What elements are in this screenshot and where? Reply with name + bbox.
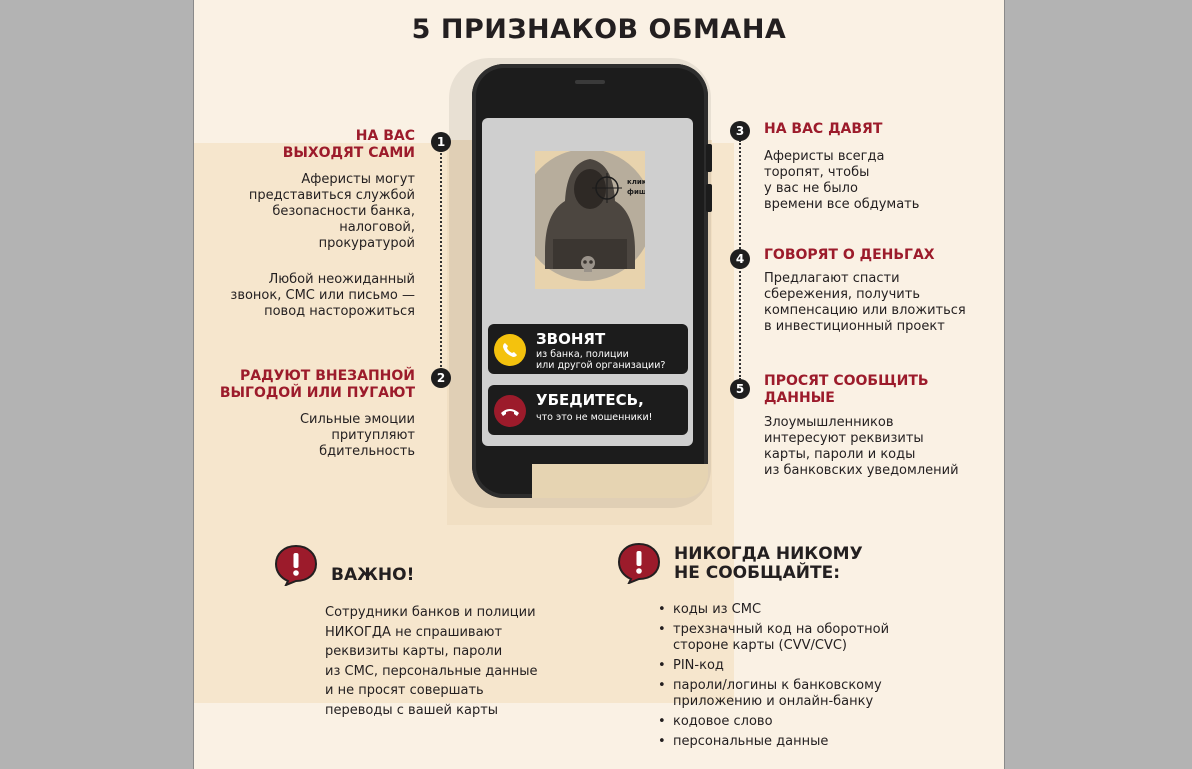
never-share-list: [657, 602, 889, 754]
phone-bottom: [532, 464, 708, 498]
sign-number-4: 4: [730, 249, 750, 269]
sign-1-heading: НА ВАС ВЫХОДЯТ САМИ: [282, 128, 415, 161]
sign-1-body: Аферисты могут представиться службой безопасности банка, налоговой, прокуратурой: [248, 172, 415, 251]
important-body: Сотрудники банков и полиции НИКОГДА не спрашивают реквизиты карты, пароли из СМС, персональные данные и не просят совершать переводы с вашей карты: [325, 605, 538, 718]
warning-icon: [617, 542, 661, 584]
svg-text:фиш: фиш: [627, 188, 645, 196]
sign-number-3: 3: [730, 121, 750, 141]
sign-number-2: 2: [431, 368, 451, 388]
sign-number-5: 5: [730, 379, 750, 399]
phone-illustration: [472, 64, 708, 498]
sign-4-heading: ГОВОРЯТ О ДЕНЬГАХ: [764, 247, 935, 263]
list-item: • пароли/логины к банковскому приложению и онлайн-банку: [657, 678, 889, 710]
sign-3-body: Аферисты всегда торопят, чтобы у вас не было времени все обдумать: [764, 149, 920, 212]
call-decline-bar[interactable]: [488, 385, 688, 435]
phone-side-button: [706, 184, 712, 212]
timeline-left: [440, 153, 442, 375]
sign-1-body-note: Любой неожиданный звонок, СМС или письмо — повод насторожиться: [230, 272, 415, 319]
call-accept-title: ЗВОНЯТ: [536, 330, 606, 348]
important-heading: ВАЖНО!: [331, 565, 415, 585]
svg-text:клик: клик: [627, 178, 645, 186]
call-accept-subtitle: из банка, полиции или другой организации?: [536, 349, 666, 371]
list-item: • PIN-код: [657, 658, 889, 674]
sign-number-1: 1: [431, 132, 451, 152]
call-accept-bar[interactable]: [488, 324, 688, 374]
list-item: • кодовое слово: [657, 714, 889, 730]
caller-photo: [535, 151, 645, 289]
sign-5-body: Злоумышленников интересуют реквизиты карты, пароли и коды из банковских уведомлений: [764, 415, 959, 478]
warning-icon: [274, 544, 318, 586]
phone-decline-icon[interactable]: [494, 395, 526, 427]
sign-4-body: Предлагают спасти сбережения, получить компенсацию или вложиться в инвестиционный проект: [764, 271, 966, 334]
document-page: [193, 0, 1005, 769]
call-decline-subtitle: что это не мошенники!: [536, 412, 653, 423]
sign-5-heading: ПРОСЯТ СООБЩИТЬ ДАННЫЕ: [764, 373, 929, 406]
page-title: 5 ПРИЗНАКОВ ОБМАНА: [411, 14, 787, 45]
phone-side-button: [706, 144, 712, 172]
call-decline-title: УБЕДИТЕСЬ,: [536, 391, 644, 409]
sign-2-heading: РАДУЮТ ВНЕЗАПНОЙ ВЫГОДОЙ ИЛИ ПУГАЮТ: [219, 368, 415, 401]
never-share-heading: НИКОГДА НИКОМУ НЕ СООБЩАЙТЕ:: [674, 544, 863, 583]
sign-3-heading: НА ВАС ДАВЯТ: [764, 121, 883, 137]
phone-speaker: [575, 80, 605, 84]
sign-2-body: Сильные эмоции притупляют бдительность: [299, 412, 415, 459]
hacker-icon: [535, 151, 645, 289]
list-item: • трехзначный код на оборотной стороне карты (CVV/CVC): [657, 622, 889, 654]
list-item: • коды из СМС: [657, 602, 889, 618]
list-item: • персональные данные: [657, 734, 889, 750]
phone-screen: [482, 118, 693, 446]
phone-accept-icon[interactable]: [494, 334, 526, 366]
